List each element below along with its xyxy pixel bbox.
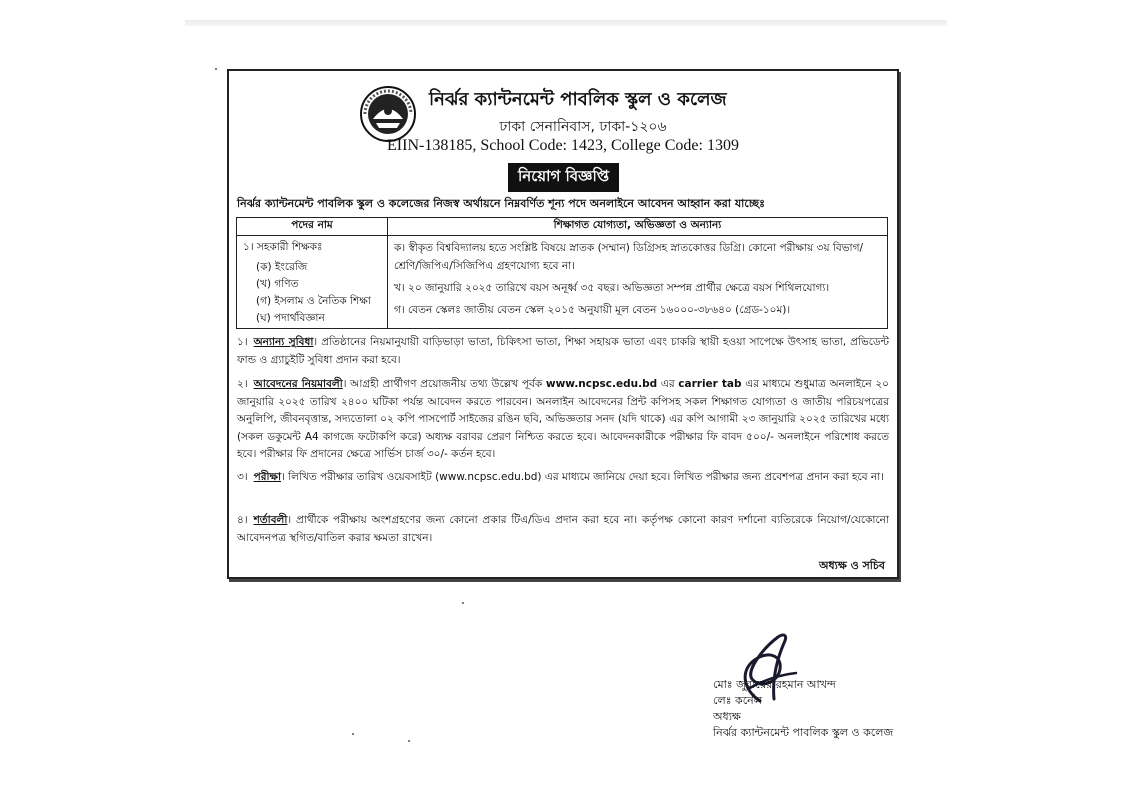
clause-number: ১। (237, 336, 248, 348)
signatory-institution: নির্ঝর ক্যান্টনমেন্ট পাবলিক স্কুল ও কলেজ (713, 726, 894, 739)
vacancy-table (236, 217, 888, 329)
clause-text: । প্রতিষ্ঠানের নিয়মানুযায়ী বাড়িভাড়া ভাতা, চিকিৎসা ভাতা, শিক্ষা সহায়ক ভাতা এবং চাকরি স্থায়ী হওয়া সাপেক্ষে উৎসাহ ভাতা, প্রভিডেন্ট ফান্ড ও গ্র্যাচুইটি সুবিধা প্রদান করা হবে। (237, 336, 889, 366)
clause-heading: অন্যান্য সুবিধা (253, 336, 314, 348)
column-header: শিক্ষাগত যোগ্যতা, অভিজ্ঞতা ও অন্যান্য (388, 218, 888, 236)
clause-text: । প্রার্থীকে পরীক্ষায় অংশগ্রহণের জন্য কোনো প্রকার টিএ/ডিএ প্রদান করা হবে না। কর্তৃপক্ষ কোনো কারণ দর্শানো ব্যতিরেকে নিয়োগ/যেকোনো আবেদনপত্র স্থগিত/বাতিল করার ক্ষমতা রাখেন। (237, 514, 889, 544)
scan-speck (408, 740, 410, 742)
scan-speck (215, 68, 217, 70)
table-row (237, 236, 888, 329)
signatory-block (713, 677, 893, 741)
carrier-tab-label: carrier tab (678, 378, 742, 390)
clause-heading: শর্তাবলী (253, 514, 288, 526)
signatory-name: মোঃ জুবায়ের রহমান আখন্দ (713, 678, 836, 691)
notice-title: নিয়োগ বিজ্ঞপ্তি (508, 163, 619, 192)
requirement-item: ক। স্বীকৃত বিশ্ববিদ্যালয় হতে সংশ্লিষ্ট বিষয়ে স্নাতক (সম্মান) ডিগ্রিসহ স্নাতকোত্তর ডিগ্রি। কোনো পরীক্ষায় ৩য় বিভাগ/শ্রেণি/জিপিএ/সিজিপিএ গ্রহণযোগ্য হবে না। (394, 242, 864, 272)
notice-header (229, 79, 897, 191)
clause-exam (237, 469, 889, 487)
table-header-row (237, 218, 888, 236)
signatory-rank: লেঃ কর্নেল (713, 694, 762, 707)
signatory-designation: অধ্যক্ষ (713, 710, 741, 723)
post-cell (237, 236, 388, 329)
institution-codes: EIIN-138185, School Code: 1423, College Code: 1309 (387, 137, 739, 154)
requirement-item: গ। বেতন স্কেলঃ জাতীয় বেতন স্কেল ২০১৫ অনুযায়ী মূল বেতন ১৬০০০-৩৮৬৪০ (গ্রেড-১০ম)। (394, 304, 791, 316)
subject-item: (গ) ইসলাম ও নৈতিক শিক্ষা (256, 295, 371, 307)
requirements-cell (388, 236, 888, 329)
scan-top-edge (185, 20, 947, 26)
website-link[interactable]: www.ncpsc.edu.bd (545, 378, 658, 390)
subject-item: (ঘ) পদার্থবিজ্ঞান (256, 312, 325, 324)
school-address: ঢাকা সেনানিবাস, ঢাকা-১২০৬ (499, 119, 667, 135)
clause-text: এর মাধ্যমে শুধুমাত্র অনলাইনে ২০ জানুয়ারি ২০২৫ তারিখ ২৪০০ ঘটিকা পর্যন্ত আবেদন করতে পারবেন। অনলাইন আবেদনের প্রিন্ট কপিসহ সকল শিক্ষাগত যোগ্যতা ও জাতীয় পরিচয়পত্রের অনুলিপি, জীবনবৃত্তান্ত, সদ্যতোলা ০২ কপি পাসপোর্ট সাইজের রঙিন ছবি, অভিজ্ঞতার সনদ (যদি থাকে) এর কপি আগামী ২৩ জানুয়ারি ২০২৫ তারিখের মধ্যে (সকল ডকুমেন্ট A4 কাগজে ফটোকপি করে) অধ্যক্ষ বরাবর প্রেরণ নিশ্চিত করতে হবে। আবেদনকারীকে পরীক্ষার ফি বাবদ ৫০০/- অনলাইনে পরিশোধ করতে হবে। পরীক্ষার ফি প্রদানের ক্ষেত্রে সার্ভিস চার্জ ৩০/- কর্তন হবে। (237, 378, 889, 460)
scan-speck (462, 602, 464, 604)
column-header: পদের নাম (237, 218, 388, 236)
subject-item: (ক) ইংরেজি (256, 261, 308, 273)
clause-benefits (237, 334, 889, 369)
scan-speck (352, 733, 354, 735)
clause-number: ৪। (237, 514, 248, 526)
requirement-item: খ। ২০ জানুয়ারি ২০২৫ তারিখে বয়স অনূর্ধ্ব ৩৫ বছর। অভিজ্ঞতা সম্পন্ন প্রার্থীর ক্ষেত্রে বয়স শিথিলযোগ্য। (394, 282, 830, 294)
clause-heading: আবেদনের নিয়মাবলী (253, 378, 343, 390)
clause-text: । আগ্রহী প্রার্থীগণ প্রয়োজনীয় তথ্য উল্লেখ পূর্বক (342, 378, 546, 390)
clause-text: । লিখিত পরীক্ষার তারিখ ওয়েবসাইট (www.ncpsc.edu.bd) এর মাধ্যমে জানিয়ে দেয়া হবে। লিখিত পরীক্ষার জন্য প্রবেশপত্র প্রদান করা হবে না। (281, 471, 884, 483)
notice-intro: নির্ঝর ক্যান্টনমেন্ট পাবলিক স্কুল ও কলেজের নিজস্ব অর্থায়নে নিম্নবর্ণিত শূন্য পদে অনলাইনে আবেদন আহ্বান করা যাচ্ছেঃ (237, 197, 766, 210)
notice-signoff: অধ্যক্ষ ও সচিব (818, 559, 885, 572)
subject-item: (খ) গণিত (256, 278, 299, 290)
notice-document (227, 69, 899, 579)
clause-number: ৩। (237, 471, 248, 483)
clause-heading: পরীক্ষা (253, 471, 282, 483)
clause-conditions (237, 512, 889, 547)
post-title: ১। সহকারী শিক্ষকঃ (243, 241, 323, 253)
school-name: নির্ঝর ক্যান্টনমেন্ট পাবলিক স্কুল ও কলেজ (429, 89, 727, 110)
clause-number: ২। (237, 378, 248, 390)
clause-text: এর (657, 378, 679, 390)
clause-application-rules (237, 376, 889, 464)
